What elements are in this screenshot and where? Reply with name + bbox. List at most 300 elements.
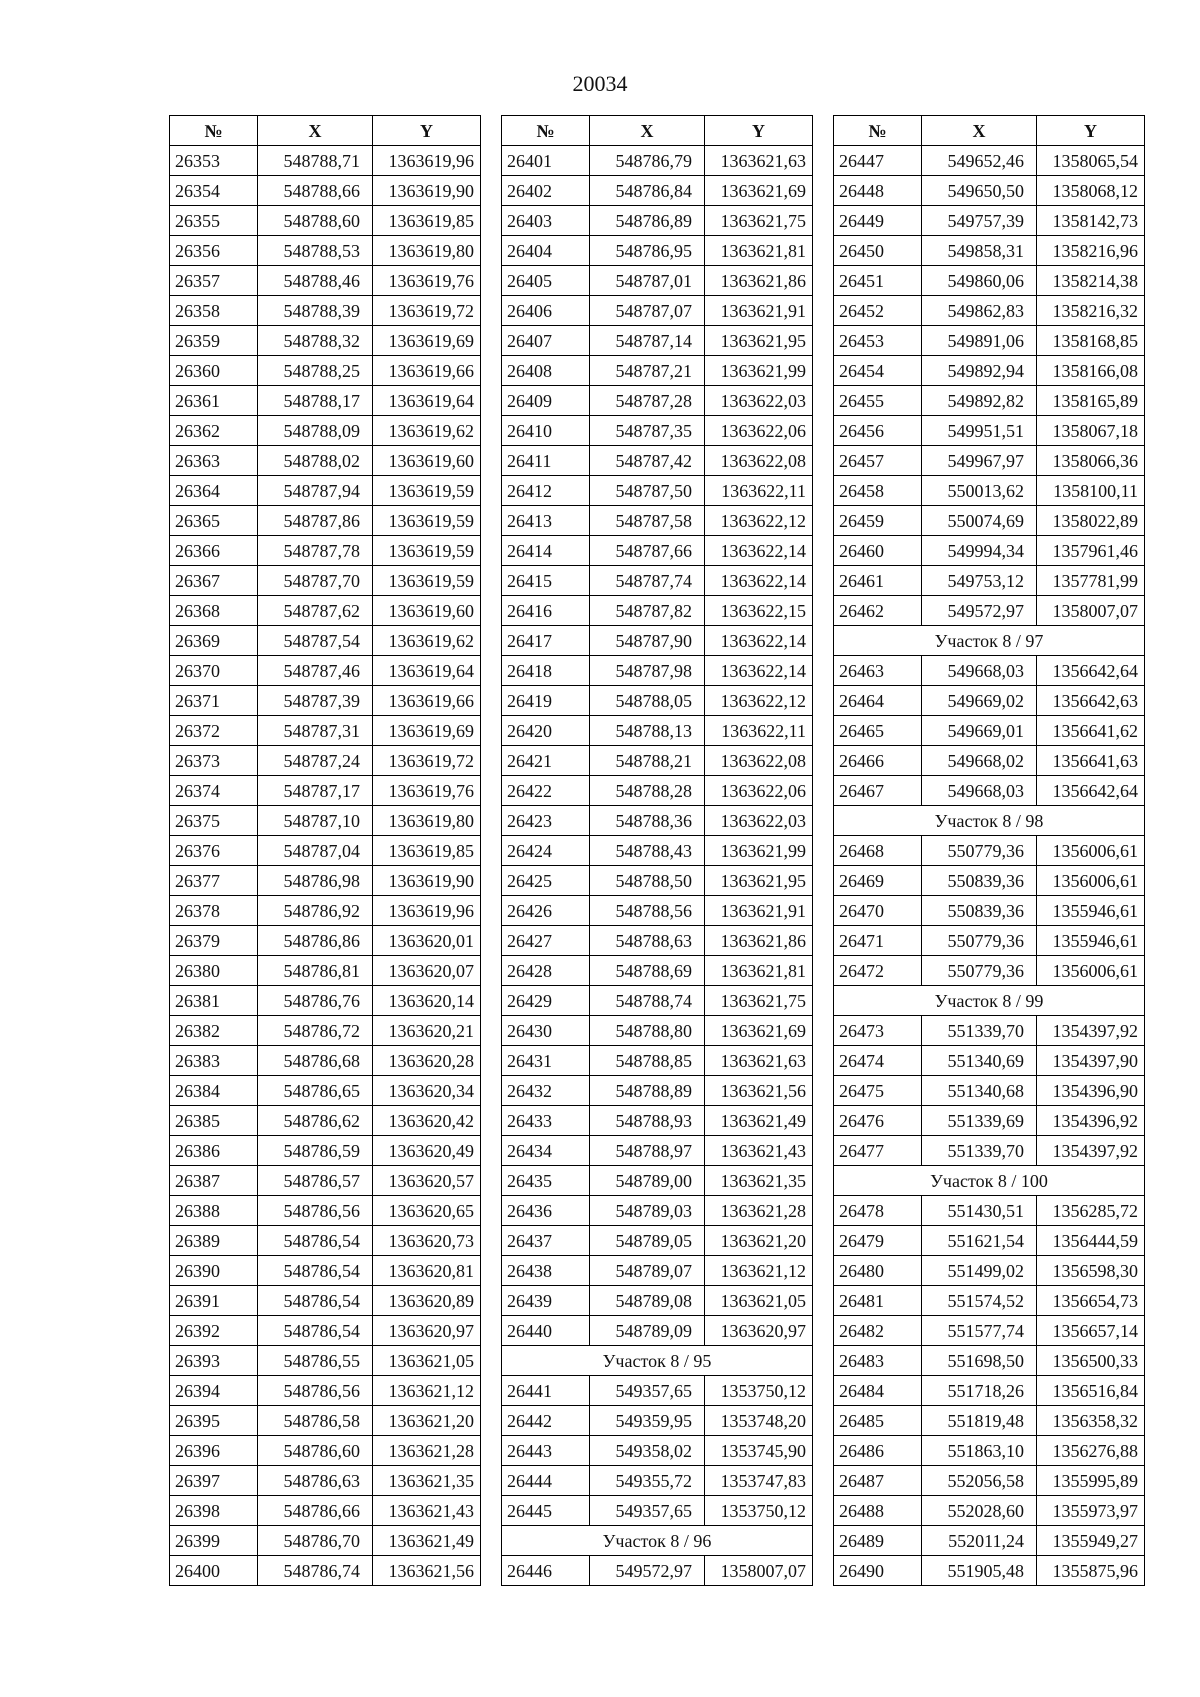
y-coordinate-cell: 1363619,72 — [373, 296, 481, 326]
table-row — [502, 926, 813, 956]
y-coordinate-cell: 1363619,76 — [373, 266, 481, 296]
y-coordinate-cell: 1363621,75 — [705, 206, 813, 236]
x-coordinate-cell: 548787,98 — [590, 656, 705, 686]
header-x: X — [258, 116, 373, 146]
point-number-cell: 26354 — [170, 176, 258, 206]
table-row — [170, 1466, 481, 1496]
header-number: № — [834, 116, 922, 146]
point-number-cell: 26469 — [834, 866, 922, 896]
x-coordinate-cell: 548787,90 — [590, 626, 705, 656]
x-coordinate-cell: 548788,36 — [590, 806, 705, 836]
y-coordinate-cell: 1356657,14 — [1037, 1316, 1145, 1346]
table-row — [170, 896, 481, 926]
y-coordinate-cell: 1363619,59 — [373, 566, 481, 596]
y-coordinate-cell: 1363622,14 — [705, 536, 813, 566]
point-number-cell: 26416 — [502, 596, 590, 626]
point-number-cell: 26438 — [502, 1256, 590, 1286]
table-row — [170, 716, 481, 746]
table-row — [170, 806, 481, 836]
point-number-cell: 26409 — [502, 386, 590, 416]
y-coordinate-cell: 1356006,61 — [1037, 836, 1145, 866]
point-number-cell: 26443 — [502, 1436, 590, 1466]
point-number-cell: 26373 — [170, 746, 258, 776]
y-coordinate-cell: 1353750,12 — [705, 1496, 813, 1526]
table-row — [834, 1436, 1145, 1466]
point-number-cell: 26413 — [502, 506, 590, 536]
table-row — [502, 1016, 813, 1046]
table-row — [834, 446, 1145, 476]
y-coordinate-cell: 1358007,07 — [1037, 596, 1145, 626]
table-row — [834, 1226, 1145, 1256]
point-number-cell: 26466 — [834, 746, 922, 776]
x-coordinate-cell: 548788,85 — [590, 1046, 705, 1076]
point-number-cell: 26361 — [170, 386, 258, 416]
y-coordinate-cell: 1363621,28 — [705, 1196, 813, 1226]
table-row — [834, 1526, 1145, 1556]
table-row — [170, 1076, 481, 1106]
y-coordinate-cell: 1358214,38 — [1037, 266, 1145, 296]
y-coordinate-cell: 1363621,69 — [705, 176, 813, 206]
point-number-cell: 26459 — [834, 506, 922, 536]
table-row — [502, 446, 813, 476]
point-number-cell: 26383 — [170, 1046, 258, 1076]
table-row — [170, 1106, 481, 1136]
point-number-cell: 26449 — [834, 206, 922, 236]
x-coordinate-cell: 548789,07 — [590, 1256, 705, 1286]
x-coordinate-cell: 548788,46 — [258, 266, 373, 296]
y-coordinate-cell: 1358065,54 — [1037, 146, 1145, 176]
point-number-cell: 26415 — [502, 566, 590, 596]
table-row — [170, 326, 481, 356]
y-coordinate-cell: 1363621,69 — [705, 1016, 813, 1046]
point-number-cell: 26446 — [502, 1556, 590, 1586]
table-row — [502, 1106, 813, 1136]
point-number-cell: 26450 — [834, 236, 922, 266]
table-row — [170, 236, 481, 266]
y-coordinate-cell: 1354396,90 — [1037, 1076, 1145, 1106]
header-number: № — [170, 116, 258, 146]
y-coordinate-cell: 1357781,99 — [1037, 566, 1145, 596]
header-y: Y — [705, 116, 813, 146]
x-coordinate-cell: 548788,32 — [258, 326, 373, 356]
x-coordinate-cell: 550779,36 — [922, 836, 1037, 866]
x-coordinate-cell: 550779,36 — [922, 956, 1037, 986]
x-coordinate-cell: 548788,39 — [258, 296, 373, 326]
table-row — [170, 1496, 481, 1526]
y-coordinate-cell: 1363621,35 — [705, 1166, 813, 1196]
table-row — [502, 956, 813, 986]
section-row — [834, 806, 1145, 836]
y-coordinate-cell: 1363621,95 — [705, 326, 813, 356]
section-row — [834, 1166, 1145, 1196]
y-coordinate-cell: 1356641,63 — [1037, 746, 1145, 776]
x-coordinate-cell: 549357,65 — [590, 1496, 705, 1526]
point-number-cell: 26404 — [502, 236, 590, 266]
y-coordinate-cell: 1363621,56 — [705, 1076, 813, 1106]
point-number-cell: 26453 — [834, 326, 922, 356]
table-row — [170, 626, 481, 656]
y-coordinate-cell: 1356500,33 — [1037, 1346, 1145, 1376]
y-coordinate-cell: 1354396,92 — [1037, 1106, 1145, 1136]
point-number-cell: 26372 — [170, 716, 258, 746]
y-coordinate-cell: 1363621,43 — [373, 1496, 481, 1526]
y-coordinate-cell: 1363620,14 — [373, 986, 481, 1016]
point-number-cell: 26419 — [502, 686, 590, 716]
x-coordinate-cell: 548788,63 — [590, 926, 705, 956]
point-number-cell: 26414 — [502, 536, 590, 566]
x-coordinate-cell: 548786,74 — [258, 1556, 373, 1586]
point-number-cell: 26440 — [502, 1316, 590, 1346]
x-coordinate-cell: 548787,01 — [590, 266, 705, 296]
point-number-cell: 26358 — [170, 296, 258, 326]
x-coordinate-cell: 548787,58 — [590, 506, 705, 536]
point-number-cell: 26370 — [170, 656, 258, 686]
y-coordinate-cell: 1363621,86 — [705, 926, 813, 956]
y-coordinate-cell: 1363619,90 — [373, 176, 481, 206]
section-title: Участок 8 / 100 — [834, 1166, 1145, 1196]
point-number-cell: 26385 — [170, 1106, 258, 1136]
table-row — [170, 926, 481, 956]
y-coordinate-cell: 1363621,86 — [705, 266, 813, 296]
y-coordinate-cell: 1356006,61 — [1037, 866, 1145, 896]
x-coordinate-cell: 548787,82 — [590, 596, 705, 626]
y-coordinate-cell: 1358165,89 — [1037, 386, 1145, 416]
y-coordinate-cell: 1363621,20 — [705, 1226, 813, 1256]
table-row — [502, 1466, 813, 1496]
point-number-cell: 26364 — [170, 476, 258, 506]
x-coordinate-cell: 549668,02 — [922, 746, 1037, 776]
y-coordinate-cell: 1363620,97 — [373, 1316, 481, 1346]
table-row — [834, 326, 1145, 356]
y-coordinate-cell: 1363620,07 — [373, 956, 481, 986]
table-row — [834, 686, 1145, 716]
x-coordinate-cell: 550013,62 — [922, 476, 1037, 506]
section-title: Участок 8 / 98 — [834, 806, 1145, 836]
y-coordinate-cell: 1363621,91 — [705, 296, 813, 326]
point-number-cell: 26381 — [170, 986, 258, 1016]
table-row — [170, 596, 481, 626]
x-coordinate-cell: 548787,17 — [258, 776, 373, 806]
point-number-cell: 26485 — [834, 1406, 922, 1436]
y-coordinate-cell: 1363622,14 — [705, 626, 813, 656]
table-row — [502, 986, 813, 1016]
y-coordinate-cell: 1355946,61 — [1037, 896, 1145, 926]
y-coordinate-cell: 1363619,60 — [373, 596, 481, 626]
x-coordinate-cell: 548788,17 — [258, 386, 373, 416]
x-coordinate-cell: 548786,54 — [258, 1256, 373, 1286]
table-row — [170, 1166, 481, 1196]
x-coordinate-cell: 549669,02 — [922, 686, 1037, 716]
table-row — [502, 746, 813, 776]
point-number-cell: 26374 — [170, 776, 258, 806]
table-row — [834, 1076, 1145, 1106]
table-row — [502, 236, 813, 266]
table-row — [170, 536, 481, 566]
point-number-cell: 26378 — [170, 896, 258, 926]
table-row — [834, 176, 1145, 206]
x-coordinate-cell: 548787,14 — [590, 326, 705, 356]
point-number-cell: 26477 — [834, 1136, 922, 1166]
point-number-cell: 26428 — [502, 956, 590, 986]
point-number-cell: 26394 — [170, 1376, 258, 1406]
table-row — [170, 1526, 481, 1556]
table-row — [170, 296, 481, 326]
table-row — [834, 1496, 1145, 1526]
point-number-cell: 26468 — [834, 836, 922, 866]
x-coordinate-cell: 548788,13 — [590, 716, 705, 746]
x-coordinate-cell: 548788,09 — [258, 416, 373, 446]
table-row — [502, 686, 813, 716]
y-coordinate-cell: 1355949,27 — [1037, 1526, 1145, 1556]
point-number-cell: 26395 — [170, 1406, 258, 1436]
y-coordinate-cell: 1353745,90 — [705, 1436, 813, 1466]
x-coordinate-cell: 550839,36 — [922, 866, 1037, 896]
x-coordinate-cell: 548788,53 — [258, 236, 373, 266]
table-row — [502, 1076, 813, 1106]
table-row — [834, 1106, 1145, 1136]
table-row — [170, 656, 481, 686]
x-coordinate-cell: 548788,66 — [258, 176, 373, 206]
point-number-cell: 26482 — [834, 1316, 922, 1346]
y-coordinate-cell: 1363619,59 — [373, 536, 481, 566]
table-row — [502, 356, 813, 386]
table-row — [502, 1406, 813, 1436]
point-number-cell: 26451 — [834, 266, 922, 296]
point-number-cell: 26476 — [834, 1106, 922, 1136]
x-coordinate-cell: 551339,70 — [922, 1136, 1037, 1166]
table-row — [502, 1556, 813, 1586]
y-coordinate-cell: 1363622,12 — [705, 686, 813, 716]
table-row — [502, 836, 813, 866]
y-coordinate-cell: 1363622,14 — [705, 566, 813, 596]
point-number-cell: 26487 — [834, 1466, 922, 1496]
point-number-cell: 26407 — [502, 326, 590, 356]
y-coordinate-cell: 1356641,62 — [1037, 716, 1145, 746]
x-coordinate-cell: 548788,25 — [258, 356, 373, 386]
table-row — [170, 206, 481, 236]
y-coordinate-cell: 1363619,66 — [373, 686, 481, 716]
point-number-cell: 26417 — [502, 626, 590, 656]
table-row — [502, 1256, 813, 1286]
x-coordinate-cell: 551819,48 — [922, 1406, 1037, 1436]
x-coordinate-cell: 551577,74 — [922, 1316, 1037, 1346]
table-row — [834, 656, 1145, 686]
table-row — [502, 386, 813, 416]
y-coordinate-cell: 1363619,64 — [373, 656, 481, 686]
table-row — [834, 1136, 1145, 1166]
point-number-cell: 26445 — [502, 1496, 590, 1526]
y-coordinate-cell: 1363619,64 — [373, 386, 481, 416]
table-row — [502, 146, 813, 176]
y-coordinate-cell: 1363621,05 — [705, 1286, 813, 1316]
y-coordinate-cell: 1363620,42 — [373, 1106, 481, 1136]
y-coordinate-cell: 1363621,35 — [373, 1466, 481, 1496]
x-coordinate-cell: 548786,92 — [258, 896, 373, 926]
x-coordinate-cell: 549994,34 — [922, 536, 1037, 566]
table-row — [502, 266, 813, 296]
point-number-cell: 26447 — [834, 146, 922, 176]
x-coordinate-cell: 548786,60 — [258, 1436, 373, 1466]
point-number-cell: 26391 — [170, 1286, 258, 1316]
y-coordinate-cell: 1363619,69 — [373, 716, 481, 746]
point-number-cell: 26481 — [834, 1286, 922, 1316]
point-number-cell: 26403 — [502, 206, 590, 236]
x-coordinate-cell: 548786,76 — [258, 986, 373, 1016]
x-coordinate-cell: 548786,70 — [258, 1526, 373, 1556]
point-number-cell: 26380 — [170, 956, 258, 986]
point-number-cell: 26463 — [834, 656, 922, 686]
point-number-cell: 26360 — [170, 356, 258, 386]
x-coordinate-cell: 548789,03 — [590, 1196, 705, 1226]
header-x: X — [922, 116, 1037, 146]
point-number-cell: 26387 — [170, 1166, 258, 1196]
y-coordinate-cell: 1356444,59 — [1037, 1226, 1145, 1256]
y-coordinate-cell: 1354397,90 — [1037, 1046, 1145, 1076]
table-row — [170, 1286, 481, 1316]
x-coordinate-cell: 548787,28 — [590, 386, 705, 416]
y-coordinate-cell: 1356006,61 — [1037, 956, 1145, 986]
y-coordinate-cell: 1363619,60 — [373, 446, 481, 476]
y-coordinate-cell: 1358216,32 — [1037, 296, 1145, 326]
table-row — [170, 1346, 481, 1376]
y-coordinate-cell: 1363622,06 — [705, 776, 813, 806]
y-coordinate-cell: 1358066,36 — [1037, 446, 1145, 476]
x-coordinate-cell: 548786,86 — [258, 926, 373, 956]
table-row — [170, 1316, 481, 1346]
point-number-cell: 26411 — [502, 446, 590, 476]
table-row — [502, 206, 813, 236]
y-coordinate-cell: 1358100,11 — [1037, 476, 1145, 506]
x-coordinate-cell: 552028,60 — [922, 1496, 1037, 1526]
x-coordinate-cell: 549359,95 — [590, 1406, 705, 1436]
point-number-cell: 26384 — [170, 1076, 258, 1106]
point-number-cell: 26439 — [502, 1286, 590, 1316]
y-coordinate-cell: 1363622,14 — [705, 656, 813, 686]
y-coordinate-cell: 1358067,18 — [1037, 416, 1145, 446]
table-row — [834, 926, 1145, 956]
section-title: Участок 8 / 97 — [834, 626, 1145, 656]
y-coordinate-cell: 1363621,56 — [373, 1556, 481, 1586]
table-row — [502, 536, 813, 566]
point-number-cell: 26410 — [502, 416, 590, 446]
table-row — [502, 296, 813, 326]
x-coordinate-cell: 551499,02 — [922, 1256, 1037, 1286]
x-coordinate-cell: 548788,69 — [590, 956, 705, 986]
y-coordinate-cell: 1363619,72 — [373, 746, 481, 776]
x-coordinate-cell: 551340,68 — [922, 1076, 1037, 1106]
x-coordinate-cell: 549892,94 — [922, 356, 1037, 386]
table-row — [170, 416, 481, 446]
y-coordinate-cell: 1363622,08 — [705, 446, 813, 476]
x-coordinate-cell: 548787,31 — [258, 716, 373, 746]
table-row — [834, 506, 1145, 536]
table-row — [502, 416, 813, 446]
x-coordinate-cell: 548787,42 — [590, 446, 705, 476]
x-coordinate-cell: 548787,46 — [258, 656, 373, 686]
point-number-cell: 26356 — [170, 236, 258, 266]
x-coordinate-cell: 548786,54 — [258, 1316, 373, 1346]
x-coordinate-cell: 548787,86 — [258, 506, 373, 536]
table-row — [834, 296, 1145, 326]
x-coordinate-cell: 548789,05 — [590, 1226, 705, 1256]
table-row — [834, 1286, 1145, 1316]
x-coordinate-cell: 548788,56 — [590, 896, 705, 926]
y-coordinate-cell: 1363619,59 — [373, 506, 481, 536]
point-number-cell: 26402 — [502, 176, 590, 206]
y-coordinate-cell: 1355875,96 — [1037, 1556, 1145, 1586]
y-coordinate-cell: 1363622,03 — [705, 806, 813, 836]
table-row — [502, 656, 813, 686]
y-coordinate-cell: 1356642,64 — [1037, 776, 1145, 806]
point-number-cell: 26412 — [502, 476, 590, 506]
section-row — [502, 1526, 813, 1556]
table-row — [834, 1556, 1145, 1586]
table-row — [834, 1196, 1145, 1226]
x-coordinate-cell: 548788,05 — [590, 686, 705, 716]
y-coordinate-cell: 1363620,57 — [373, 1166, 481, 1196]
y-coordinate-cell: 1363621,28 — [373, 1436, 481, 1466]
point-number-cell: 26424 — [502, 836, 590, 866]
table-row — [170, 866, 481, 896]
point-number-cell: 26408 — [502, 356, 590, 386]
y-coordinate-cell: 1358216,96 — [1037, 236, 1145, 266]
point-number-cell: 26401 — [502, 146, 590, 176]
table-row — [502, 1196, 813, 1226]
x-coordinate-cell: 548788,71 — [258, 146, 373, 176]
x-coordinate-cell: 549652,46 — [922, 146, 1037, 176]
point-number-cell: 26444 — [502, 1466, 590, 1496]
table-row — [834, 866, 1145, 896]
point-number-cell: 26473 — [834, 1016, 922, 1046]
x-coordinate-cell: 549858,31 — [922, 236, 1037, 266]
x-coordinate-cell: 548787,62 — [258, 596, 373, 626]
x-coordinate-cell: 548788,43 — [590, 836, 705, 866]
table-row — [502, 1286, 813, 1316]
table-row — [502, 716, 813, 746]
y-coordinate-cell: 1363621,63 — [705, 1046, 813, 1076]
x-coordinate-cell: 548788,21 — [590, 746, 705, 776]
point-number-cell: 26490 — [834, 1556, 922, 1586]
y-coordinate-cell: 1353750,12 — [705, 1376, 813, 1406]
x-coordinate-cell: 549892,82 — [922, 386, 1037, 416]
y-coordinate-cell: 1353748,20 — [705, 1406, 813, 1436]
x-coordinate-cell: 548788,97 — [590, 1136, 705, 1166]
table-row — [834, 476, 1145, 506]
point-number-cell: 26458 — [834, 476, 922, 506]
y-coordinate-cell: 1363621,12 — [373, 1376, 481, 1406]
y-coordinate-cell: 1363621,75 — [705, 986, 813, 1016]
table-row — [834, 896, 1145, 926]
y-coordinate-cell: 1363619,96 — [373, 896, 481, 926]
x-coordinate-cell: 548787,66 — [590, 536, 705, 566]
y-coordinate-cell: 1356358,32 — [1037, 1406, 1145, 1436]
y-coordinate-cell: 1358007,07 — [705, 1556, 813, 1586]
y-coordinate-cell: 1363619,69 — [373, 326, 481, 356]
x-coordinate-cell: 548789,09 — [590, 1316, 705, 1346]
table-row — [170, 956, 481, 986]
x-coordinate-cell: 548788,74 — [590, 986, 705, 1016]
y-coordinate-cell: 1363622,06 — [705, 416, 813, 446]
y-coordinate-cell: 1358168,85 — [1037, 326, 1145, 356]
x-coordinate-cell: 549668,03 — [922, 776, 1037, 806]
table-row — [834, 836, 1145, 866]
point-number-cell: 26421 — [502, 746, 590, 776]
table-row — [170, 986, 481, 1016]
point-number-cell: 26393 — [170, 1346, 258, 1376]
point-number-cell: 26464 — [834, 686, 922, 716]
x-coordinate-cell: 548786,54 — [258, 1286, 373, 1316]
y-coordinate-cell: 1363620,49 — [373, 1136, 481, 1166]
